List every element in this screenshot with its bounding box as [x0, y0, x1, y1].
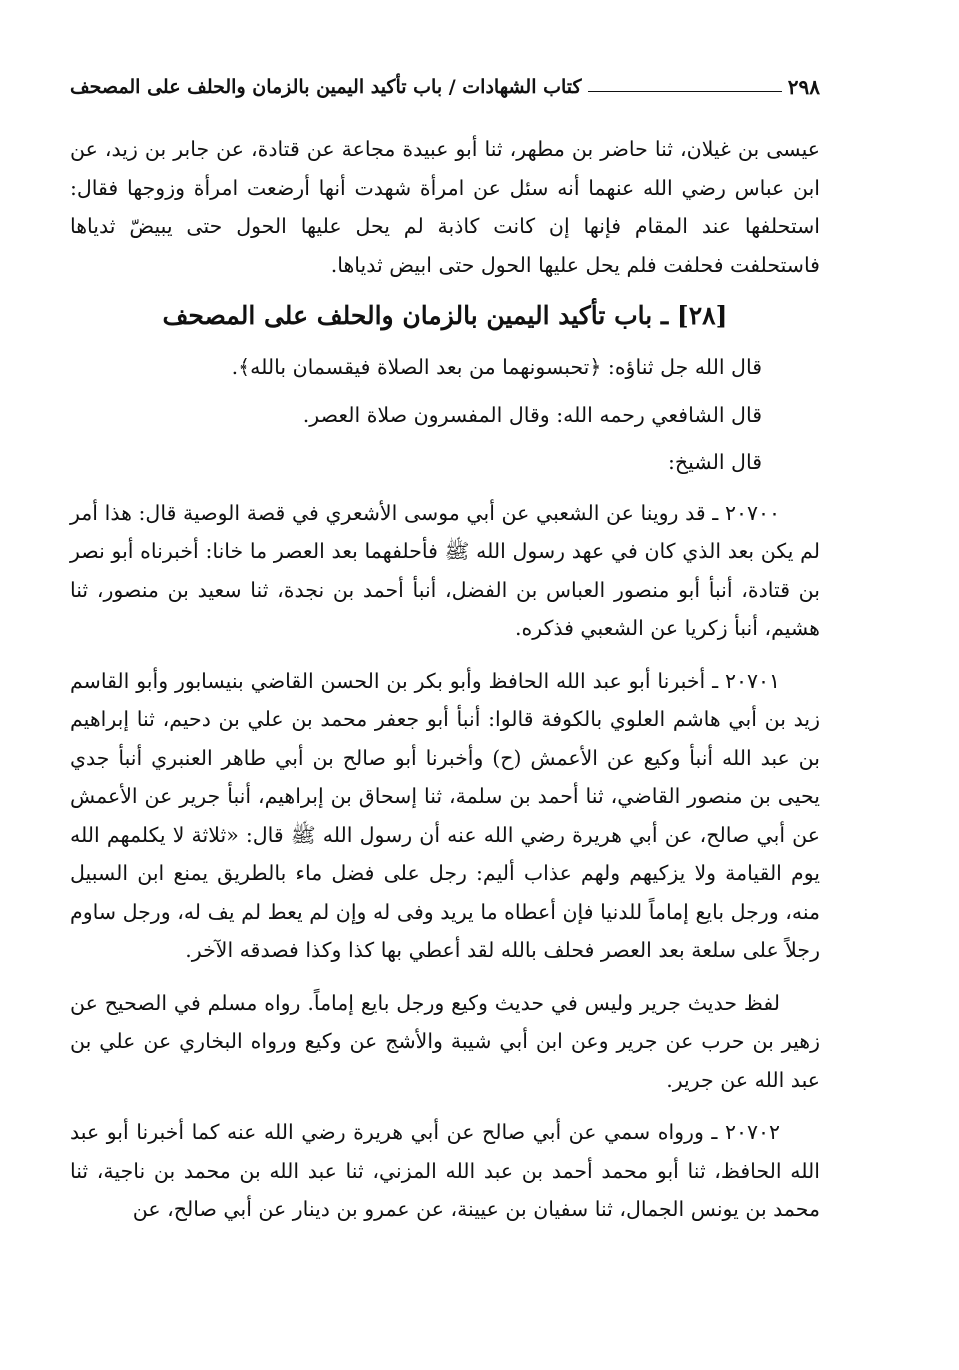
- page-header: [70, 70, 820, 104]
- hadith-paragraph-20701: ٢٠٧٠١ ـ أخبرنا أبو عبد الله الحافظ وأبو بكر بن الحسن القاضي بنيسابور وأبو القاسم زيد بن أبي هاشم العلوي بالكوفة قالوا: أنبأ أبو جعفر محمد بن علي بن دحيم، ثنا إبراهيم بن عبد الله أنبأ وكيع عن الأعمش (ح) وأخبرنا أبو صالح بن أبي طاهر العنبري أنبأ جدي يحيى بن منصور القاضي، ثنا أحمد بن سلمة، ثنا إسحاق بن إبراهيم، أنبأ جرير عن الأعمش عن أبي صالح، عن أبي هريرة رضي الله عنه أن رسول الله ﷺ قال: «ثلاثة لا يكلمهم الله يوم القيامة ولا يزكيهم ولهم عذاب أليم: رجل على فضل ماء بالطريق يمنع ابن السبيل منه، ورجل بايع إماماً للدنيا فإن أعطاه ما يريد وفى له وإن لم يعط لم يف له، ورجل ساوم رجلاً على سلعة بعد العصر فحلف بالله لقد أعطي بها كذا وكذا فصدقه الآخر.: [70, 668, 820, 962]
- page-number: ٢٩٨: [787, 75, 820, 99]
- intro-paragraph: عيسى بن غيلان، ثنا حاضر بن مطهر، ثنا أبو عبيدة مجاعة عن قتادة، عن جابر بن زيد، عن ابن عباس رضي الله عنهما أنه سئل عن امرأة شهدت أنها أرضعت امرأة وزوجها فقال: استحلفها عند المقام فإنها إن كانت كاذبة لم يحل عليها الحول حتى يبيضّ ثدياها فاستحلفت فحلفت فلم يحل عليها الحول حتى ابيض ثدياها.: [70, 137, 820, 277]
- chapter-title: [٢٨] ـ باب تأكيد اليمين بالزمان والحلف على المصحف: [162, 301, 728, 330]
- header-rule: [588, 91, 782, 92]
- document-page: [70, 70, 820, 1229]
- hadith-paragraph-20700: ٢٠٧٠٠ ـ قد روينا عن الشعبي عن أبي موسى الأشعري في قصة الوصية قال: هذا أمر لم يكن بعد الذي كان في عهد رسول الله ﷺ فأحلفهما بعد العصر ما خانا: أخبرناه أبو نصر بن قتادة، أنبأ أبو منصور العباس بن الفضل، أنبأ أحمد بن نجدة، ثنا سعيد بن منصور، ثنا هشيم، أنبأ زكريا عن الشعبي فذكره.: [70, 500, 820, 640]
- hadith-paragraph-20702: ٢٠٧٠٢ ـ ورواه سمي عن أبي صالح عن أبي هريرة رضي الله عنه كما أخبرنا أبو عبد الله الحافظ، ثنا أبو محمد أحمد بن عبد الله المزني، ثنا عبد الله بن محمد بن ناجية، ثنا محمد بن يونس الجمال، ثنا سفيان بن عيينة، عن عمرو بن دينار عن أبي صالح، عن: [70, 1120, 820, 1221]
- sheikh-line: قال الشيخ:: [667, 450, 762, 474]
- running-title: كتاب الشهادات / باب تأكيد اليمين بالزمان والحلف على المصحف: [70, 76, 582, 98]
- quran-quote-line: قال الله جل ثناؤه: ﴿تحبسونهما من بعد الصلاة فيقسمان بالله﴾.: [231, 355, 762, 379]
- shafii-quote-line: قال الشافعي رحمه الله: وقال المفسرون صلاة العصر.: [302, 402, 762, 427]
- commentary-paragraph: لفظ حديث جرير وليس في حديث وكيع ورجل بايع إماماً. رواه مسلم في الصحيح عن زهير بن حرب عن جرير وعن ابن أبي شيبة والأشج عن وكيع ورواه البخاري عن علي بن عبد الله عن جرير.: [70, 990, 820, 1092]
